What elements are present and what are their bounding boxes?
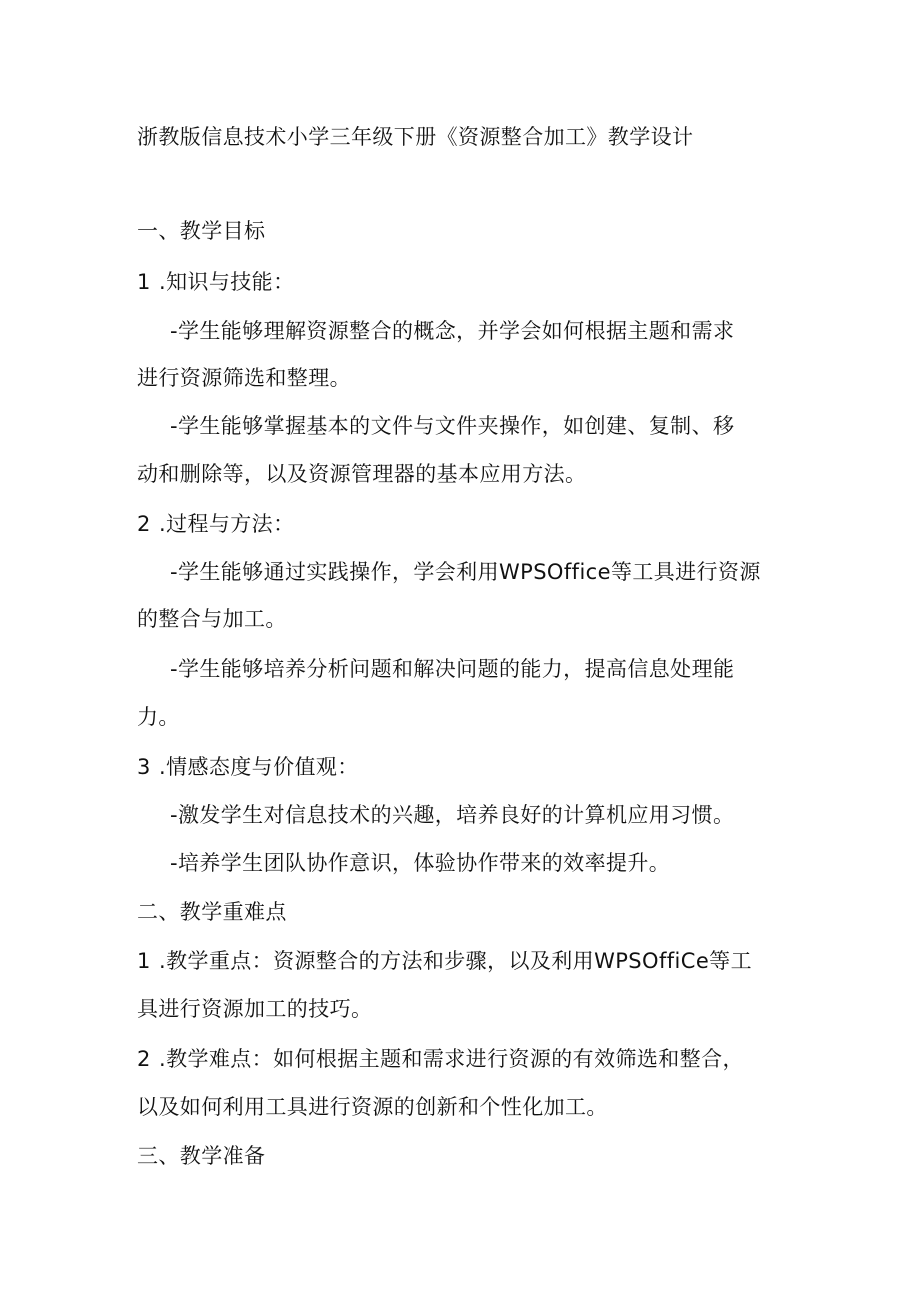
- key-point-item-2: [137, 1045, 744, 1073]
- item-text: .教学难点：如何根据主题和需求进行资源的有效筛选和整合，: [159, 1047, 744, 1071]
- paragraph-line: 以及如何利用工具进行资源的创新和个性化加工。: [137, 1095, 608, 1119]
- item-number: 3: [137, 755, 151, 779]
- paragraph-line: -学生能够掌握基本的文件与文件夹操作，如创建、复制、移: [170, 414, 735, 438]
- item-number: 2: [137, 512, 151, 536]
- paragraph-line: -学生能够通过实践操作，学会利用WPSOffice等工具进行资源: [170, 560, 761, 584]
- objective-item-3-heading: [137, 753, 359, 781]
- paragraph-line: -学生能够培养分析问题和解决问题的能力，提高信息处理能: [170, 657, 735, 681]
- item-label: .知识与技能：: [159, 270, 295, 294]
- paragraph-line: 力。: [137, 705, 180, 729]
- objective-item-2-heading: [137, 510, 294, 538]
- section-heading-key-points: 二、教学重难点: [137, 900, 287, 924]
- section-heading-preparation: 三、教学准备: [137, 1144, 266, 1168]
- document-title: 浙教版信息技术小学三年级下册《资源整合加工》教学设计: [137, 125, 694, 149]
- item-label: .情感态度与价值观：: [159, 755, 359, 779]
- paragraph-line: -培养学生团队协作意识，体验协作带来的效率提升。: [170, 851, 671, 875]
- paragraph-line: 具进行资源加工的技巧。: [137, 997, 373, 1021]
- item-number: 1: [137, 270, 151, 294]
- item-text: .教学重点：资源整合的方法和步骤，以及利用WPSOffiCe等工: [159, 949, 752, 973]
- paragraph-line: 的整合与加工。: [137, 607, 287, 631]
- paragraph-line: -激发学生对信息技术的兴趣，培养良好的计算机应用习惯。: [170, 803, 735, 827]
- item-label: .过程与方法：: [159, 512, 295, 536]
- key-point-item-1: [137, 947, 752, 975]
- paragraph-line: 动和删除等，以及资源管理器的基本应用方法。: [137, 462, 587, 486]
- item-number: 1: [137, 949, 151, 973]
- paragraph-line: -学生能够理解资源整合的概念，并学会如何根据主题和需求: [170, 319, 735, 343]
- paragraph-line: 进行资源筛选和整理。: [137, 366, 351, 390]
- objective-item-1-heading: [137, 268, 294, 296]
- section-heading-objectives: 一、教学目标: [137, 219, 266, 243]
- item-number: 2: [137, 1047, 151, 1071]
